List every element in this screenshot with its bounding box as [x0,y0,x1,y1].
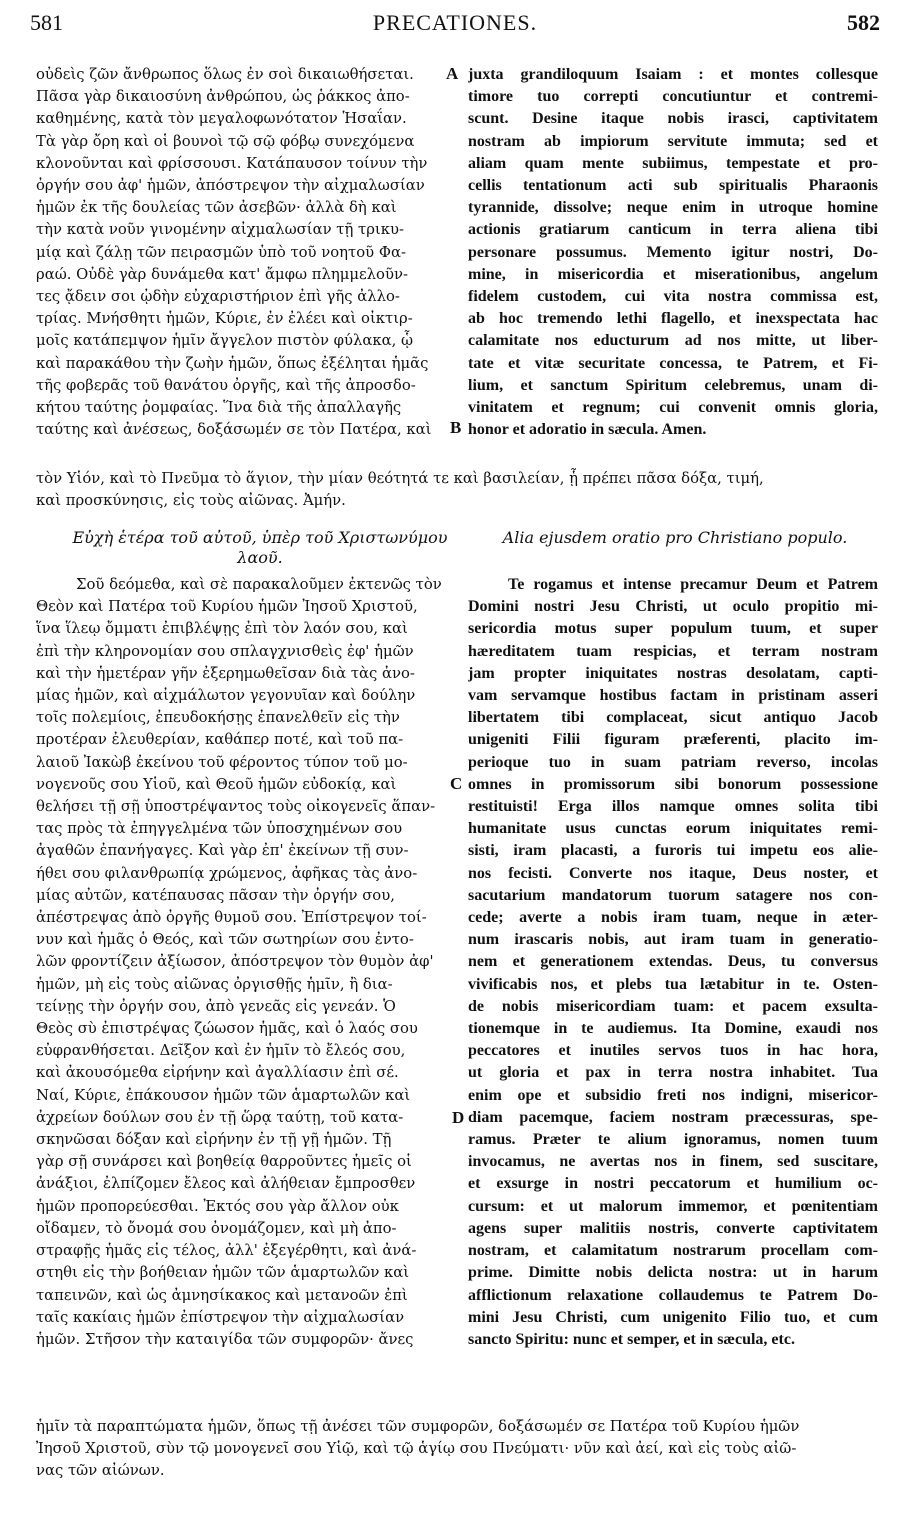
text-line: Ἰησοῦ Χριστοῦ, σὺν τῷ μονογενεῖ σου Υἱῷ, καὶ τῷ ἁγίῳ σου Πνεύματι· νῦν καὶ ἀεί, καὶ εἰς τοὺς αἰῶ- [36,1440,797,1458]
text-line: humanitate usus cunctas eorum iniquitates remi- [468,820,878,838]
text-line: jam propter iniquitates nostras desolatam, capti- [468,664,878,682]
text-line: personare possumus. Memento igitur nostri, Do- [468,243,878,261]
text-line: ἀχρείων δούλων σου ἐν τῇ ὥρᾳ ταύτῃ, τοῦ κατα- [36,1108,404,1126]
text-line: peccatores et inutiles servos tuos in hac hora, [468,1042,878,1060]
text-line: στηθι εἰς τὴν βοήθειαν ἡμῶν τῶν ἁμαρτωλῶν καὶ [36,1264,410,1282]
text-line: τείνῃς τὴν ὀργήν σου, ἀπὸ γενεᾶς εἰς γενεάν. Ὁ [36,997,396,1015]
text-line: vivificabis nos, et plebs tua lætabitur in te. Osten- [468,975,878,993]
text-line: tate et vitæ securitate concessa, te Patrem, et Fi- [468,354,878,372]
text-line: omnes in promissorum sibi bonorum possessione [468,775,878,793]
text-line: ἵνα ἵλεῳ ὄμματι ἐπιβλέψῃς ἐπὶ τὸν λαόν σου, καὶ [36,620,408,638]
text-line: μίας αὐτῶν, κατέπαυσας πᾶσαν τὴν ὀργήν σου, [36,886,395,904]
marker-a: A [446,64,459,83]
text-line: προτέραν ἐλευθερίαν, καθάπερ ποτέ, καὶ τοῦ πα- [36,731,404,749]
text-line: τῆς φοβερᾶς τοῦ θανάτου ὀργῆς, καὶ τῆς ἀπροσδο- [36,376,416,394]
text-line: Θεὸς σὺ ἐπιστρέψας ζώωσον ἡμᾶς, καὶ ὁ λαός σου [36,1020,418,1038]
text-line: καὶ τὴν ἡμετέραν γῆν ἐξερημωθεῖσαν διὰ τὰς ἀνο- [36,664,415,682]
text-line: Ναί, Κύριε, ἐπάκουσον ἡμῶν τῶν ἁμαρτωλῶν καὶ [36,1086,411,1104]
text-line: et exsurge in nostri peccatorum et humilium oc- [468,1175,878,1193]
text-line: ἐπὶ τὴν κληρονομίαν σου σπλαγχνισθεὶς ἐφ' ἡμῶν [36,642,414,660]
text-line: θελήσει τῇ σῇ ὑποστρέψαντος τοὺς οἰκογενεῖς ἅπαν- [36,798,436,816]
text-line: Τὰ γὰρ ὄρη καὶ οἱ βουνοὶ τῷ σῷ φόβῳ συνεχόμενα [36,132,415,150]
full-width-continuation [36,468,886,512]
text-line: sisti, iram placasti, a furoris tui impetu eos alie- [468,842,878,860]
text-line: agens super malitiis nostris, converte captivitatem [468,1219,878,1237]
text-line: στραφῇς ἡμᾶς εἰς τέλος, ἀλλ' ἐξεγέρθητι, καὶ ἀνά- [36,1242,417,1260]
text-line: lium, et sanctum Spiritum celebremus, unam di- [468,376,878,394]
text-line: unigeniti Filii figuram præferenti, placito im- [468,731,878,749]
text-line: restituisti! Erga illos namque omnes solita tibi [468,798,878,816]
text-line: καθημένης, κατὰ τὸν μεγαλοφωνότατον Ἡσαΐαν. [36,110,407,128]
text-line: hæreditatem tuam respicias, et terram nostram [468,642,878,660]
text-line: Θεὸν καὶ Πατέρα τοῦ Κυρίου ἡμῶν Ἰησοῦ Χριστοῦ, [36,598,418,616]
text-line: honor et adoratio in sæcula. Amen. [468,421,707,439]
running-title: PRECATIONES. [372,10,538,35]
text-line: nos fecisti. Converte nos itaque, Deus noster, et [468,864,878,882]
text-line: Te rogamus et intense precamur Deum et Patrem [508,576,878,593]
text-line: sancto Spiritu: nunc et semper, et in sæcula, etc. [468,1330,795,1348]
text-line: sericordia motus super populum tuum, et super [468,620,878,638]
text-line: prime. Dimitte nobis delicta nostra: ut in harum [468,1264,878,1282]
text-line: calamitate nos educturum ad nos mitte, ut liber- [468,332,878,350]
text-line: ἡμῶν προπορεύεσθαι. Ἐκτός σου γὰρ ἄλλον οὐκ [36,1197,399,1215]
text-line: κήτου ταύτης ῥομφαίας. Ἵνα διὰ τῆς ἀπαλλαγῆς [36,399,402,417]
page-number-right: 582 [847,10,880,35]
text-line: Domini nostri Jesu Christi, ut oculo propitio mi- [468,598,878,616]
text-line: aliam quam mente subiimus, tempestate et pro- [468,154,878,172]
text-line: Σοῦ δεόμεθα, καὶ σὲ παρακαλοῦμεν ἐκτενῶς τὸν [76,576,442,593]
text-line: ταῖς κακίαις ἡμῶν ἐπίστρεψον τὴν αἰχμαλωσίαν [36,1308,405,1326]
text-line: mine, in misericordia et miserationibus, angelum [468,265,878,283]
greek-section-title [60,528,460,568]
text-line: τοῖς πολεμίοις, ἐπευδοκήσῃς ἐπανελθεῖν εἰς τὴν [36,709,400,727]
text-line: sacutarium mandatorum tuorum satagere nos con- [468,886,878,904]
text-line: οὐδεὶς ζῶν ἄνθρωπος ὅλως ἐν σοὶ δικαιωθήσεται. [36,66,414,83]
text-line: ταύτης καὶ ἀνέσεως, δοξάσωμέν σε τὸν Πατέρα, καὶ [36,421,432,439]
greek-title-line-2: λαοῦ. [237,548,283,567]
text-line: ἡμῶν ἐκ τῆς δουλείας τῶν ἀσεβῶν· ἀλλὰ δὴ καὶ [36,199,397,217]
text-line: καὶ προσκύνησις, εἰς τοὺς αἰῶνας. Ἀμήν. [36,492,346,510]
text-line: μοῖς κατάπεμψον ἡμῖν ἄγγελον πιστὸν φύλακα, ᾧ [36,332,414,350]
text-line: λαιοῦ Ἰακὼβ ἐκείνου τοῦ φέροντος τύπον τοῦ μο- [36,753,408,771]
text-line: cellis tentationum acti sub spiritualis Pharaonis [468,177,878,195]
text-line: ἀγαθῶν ἐπανήγαγες. Καὶ γὰρ ἐπ' ἐκείνων τῇ συν- [36,842,409,860]
text-line: tionemque in te audiemus. Ita Domine, exaudi nos [468,1020,878,1038]
text-line: perioque tuo in suam patriam reverso, incolas [468,753,878,771]
text-line: μίᾳ καὶ ζάλῃ τῶν πειρασμῶν ὑπὸ τοῦ νοητοῦ Φα- [36,243,406,261]
text-line: nostram, et calamitatum nostrarum procellam com- [468,1242,878,1260]
full-width-conclusion [36,1416,886,1483]
text-line: actionis gratiarum canticum in terra aliena tibi [468,221,878,239]
text-line: fidelem custodem, cui vita nostra commissa est, [468,288,878,306]
text-line: ραώ. Οὐδὲ γὰρ δυνάμεθα κατ' ἄμφω πλημμελοῦν- [36,265,408,283]
marker-d: D [452,1108,465,1127]
text-line: ramus. Præter te alium ignoramus, nomen tuum [468,1131,878,1149]
text-line: cede; averte a nobis iram tuam, neque in æter- [468,909,878,927]
text-line: ἡμῶν, μὴ εἰς τοὺς αἰῶνας ὀργισθῇς ἡμῖν, ἢ δια- [36,975,393,993]
text-line: afflictionum relaxatione collaudemus te Patrem Do- [468,1286,878,1304]
text-line: εὐφρανθήσεται. Δεῖξον καὶ ἐν ἡμῖν τὸ ἔλεός σου, [36,1042,406,1060]
text-line: mini Jesu Christi, cum unigenito Filio tuo, et cum [468,1308,878,1326]
greek-title-line-1: Εὐχὴ ἑτέρα τοῦ αὐτοῦ, ὑπὲρ τοῦ Χριστωνύμου [72,528,448,547]
text-line: libertatem tibi complaceat, sicut antiquo Jacob [468,709,878,727]
text-line: νας τῶν αἰώνων. [36,1462,165,1480]
bottom-greek-column [36,574,456,1351]
text-line: vam servamque hostibus factam in pristinam asseri [468,687,878,705]
text-line: ὀργήν σου ἀφ' ἡμῶν, ἀπόστρεψον τὴν αἰχμαλωσίαν [36,177,425,195]
text-line: λῶν φροντίζειν ἀξίωσον, ἀπόστρεψον τὸν θυμὸν ἀφ' [36,953,434,971]
text-line: ἡμῖν τὰ παραπτώματα ἡμῶν, ὅπως τῇ ἀνέσει τῶν συμφορῶν, δοξάσωμέν σε Πατέρα τοῦ Κυρίου ἡμῶν [36,1418,800,1435]
text-line: Πᾶσα γὰρ δικαιοσύνη ἀνθρώπου, ὡς ῥάκκος ἀπο- [36,88,410,106]
text-line: μίας ἡμῶν, καὶ αἰχμάλωτον γεγονυῖαν καὶ δούλην [36,687,416,705]
text-line: γὰρ σῇ συνάρσει καὶ βοηθείᾳ θαρροῦντες ἡμεῖς οἱ [36,1153,412,1171]
text-line: τας πρὸς τὰ ἐπηγγελμένα τῶν ὑποσχημένων σου [36,820,403,838]
page-number-left: 581 [30,10,63,35]
text-line: nostram ab impiorum servitute immuta; sed et [468,132,878,150]
text-line: vinitatem et regnum; cui convenit omnis gloria, [468,399,878,417]
text-line: ἀπέστρεψας ἀπὸ ὀργῆς θυμοῦ σου. Ἐπίστρεψον τοί- [36,909,427,927]
text-line: juxta grandiloquum Isaiam : et montes collesque [468,66,878,83]
text-line: num irascaris nobis, aut iram tuam in generatio- [468,931,878,949]
marker-b: B [450,418,462,437]
top-greek-column [36,64,459,441]
page-header [30,6,880,40]
text-line: οἴδαμεν, τὸ ὄνομά σου ὀνομάζομεν, καὶ μὴ ἀπο- [36,1219,397,1237]
top-latin-column [468,64,878,441]
text-line: ἀνάξιοι, ἐλπίζομεν ἔλεος καὶ ἀλήθειαν ἔμπροσθεν [36,1175,416,1193]
text-line: τὸν Υἱόν, καὶ τὸ Πνεῦμα τὸ ἅγιον, τὴν μίαν θεότητά τε καὶ βασιλείαν, ᾗ πρέπει πᾶσα δόξα, τιμή, [36,470,764,487]
text-line: ἡμῶν. Στῆσον τὴν καταιγίδα τῶν συμφορῶν· ἄνες [36,1330,414,1348]
text-line: νογενοῦς σου Υἱοῦ, καὶ Θεοῦ ἡμῶν εὐδοκίᾳ, καὶ [36,775,397,793]
text-line: τὴν κατὰ νοῦν γινομένην αἰχμαλωσίαν τῇ τρικυ- [36,221,404,239]
text-line: τες ᾄδειν σοι ᾠδὴν εὐχαριστήριον ἐπὶ γῆς ἀλλο- [36,288,400,306]
latin-section-title: Alia ejusdem oratio pro Christiano populo. [502,528,848,547]
text-line: ταπεινῶν, καὶ ὡς ἀμνησίκακος καὶ μετανοῶν ἐπὶ [36,1286,408,1304]
text-line: scunt. Desine itaque nobis irasci, captivitatem [468,110,878,128]
text-line: τρίας. Μνήσθητι ἡμῶν, Κύριε, ἐν ἐλέει καὶ οἰκτιρ- [36,310,413,328]
text-line: κλονοῦνται καὶ φρίσσουσι. Κατάπαυσον τοίνυν τὴν [36,154,428,172]
text-line: καὶ ἀκουσόμεθα εἰρήνην καὶ ἀγαλλίασιν ἐπὶ σέ. [36,1064,399,1082]
text-line: invocamus, ne avertas nos in finem, sed suscitare, [468,1153,878,1171]
text-line: cursum: et ut malorum immemor, et pœnitentiam [468,1197,878,1215]
text-line: timore tuo correpti concutiuntur et contremi- [468,88,878,106]
text-line: ήθει σου φιλανθρωπίᾳ χρώμενος, ἀφῆκας τὰς ἀνο- [36,864,418,882]
text-line: ab hoc tremendo lethi flagello, et inexspectata hac [468,310,878,328]
text-line: de nobis misericordiam tuam: et pacem exsulta- [468,997,878,1015]
text-line: ut gloria et pax in terra nostra inhabitet. Tua [468,1064,878,1082]
text-line: σκηνῶσαι δόξαν καὶ εἰρήνην ἐν τῇ γῇ ἡμῶν. Τῇ [36,1131,392,1149]
text-line: καὶ παρακάθου τὴν ζωὴν ἡμῶν, ὅπως ἐξέληται ἡμᾶς [36,354,429,372]
text-line: nem et generationem extendas. Deus, tu conversus [468,953,878,971]
text-line: tyrannide, dissolve; neque enim in utroque homine [468,199,878,217]
bottom-latin-column [468,574,878,1351]
text-line: diam pacemque, faciem nostram præcessuras, spe- [468,1108,878,1126]
text-line: enim ope et subsidio freti nos indigni, misericor- [468,1086,878,1104]
marker-c: C [450,774,463,793]
text-line: νυν καὶ ἡμᾶς ὁ Θεός, καὶ τῶν σωτηρίων σου ἐντο- [36,931,414,949]
